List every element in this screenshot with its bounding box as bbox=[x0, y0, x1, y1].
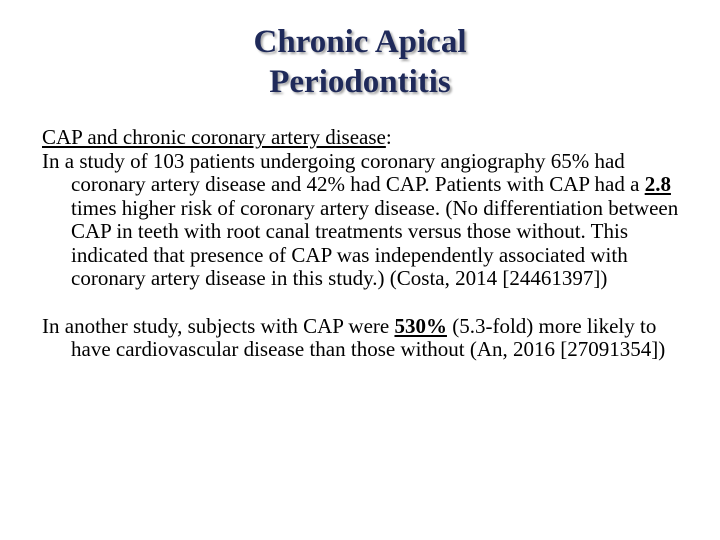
risk-ratio-value: 2.8 bbox=[644, 172, 671, 196]
slide-body bbox=[42, 126, 682, 362]
percent-increase-value: 530% bbox=[394, 313, 447, 338]
paragraph-costa-study bbox=[42, 150, 682, 291]
paragraph-2-text-a: In another study, subjects with CAP were bbox=[42, 313, 395, 338]
paragraph-2-text-b: (5.3-fold) more likely to have cardiovascular disease than those without (An, 2016 [27091354]) bbox=[71, 313, 666, 361]
paragraph-1-text-b: times higher risk of coronary artery disease. (No differentiation between CAP in teeth with root canal treatments versus those without. This indicated that presence of CAP was independently associated with coronary artery disease in this study.) (Costa, 2014 [24461397]) bbox=[71, 195, 679, 290]
paragraph-spacer bbox=[42, 291, 682, 315]
section-heading-colon: : bbox=[385, 125, 392, 149]
paragraph-1-text-a: In a study of 103 patients undergoing coronary angiography 65% had coronary artery disease and 42% had CAP. Patients with CAP had a bbox=[42, 148, 645, 196]
section-heading bbox=[42, 126, 682, 150]
title-line-2: Periodontitis bbox=[269, 64, 451, 100]
slide-title bbox=[0, 22, 720, 102]
paragraph-an-study bbox=[42, 315, 682, 362]
section-heading-text: CAP and chronic coronary artery disease bbox=[42, 125, 386, 149]
title-line-1: Chronic Apical bbox=[253, 24, 467, 60]
